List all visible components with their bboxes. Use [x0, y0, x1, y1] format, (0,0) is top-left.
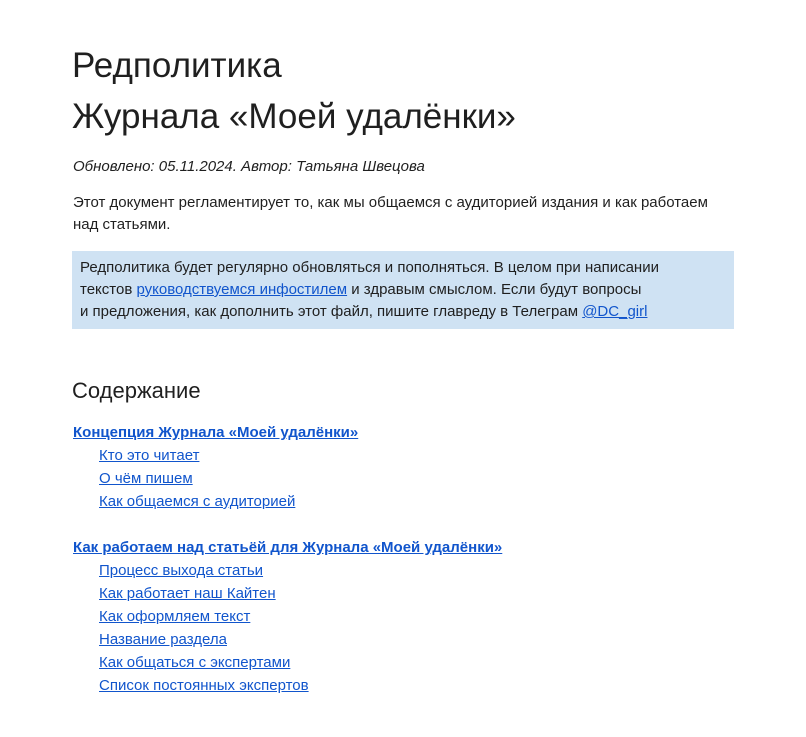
title-line-2: Журнала «Моей удалёнки» — [72, 97, 516, 136]
toc-item-link[interactable]: Как оформляем текст — [99, 608, 251, 625]
toc-heading: Содержание — [72, 378, 201, 403]
toc-item-link[interactable]: Как общаться с экспертами — [99, 654, 291, 671]
callout-line-3 — [80, 301, 726, 323]
toc-item-link[interactable]: Как общаемся с аудиторией — [99, 493, 296, 510]
document-title — [72, 40, 516, 142]
title-line-1: Редполитика — [72, 46, 282, 85]
toc-item — [99, 444, 733, 467]
toc-item-link[interactable]: О чём пишем — [99, 470, 193, 487]
infostyle-link[interactable]: руководствуемся инфостилем — [136, 281, 348, 298]
toc-item — [99, 651, 733, 674]
toc-group — [73, 536, 733, 697]
toc-item-link[interactable]: Кто это читает — [99, 447, 200, 464]
callout-text: текстов — [80, 281, 137, 298]
toc-item-link[interactable]: Название раздела — [99, 631, 227, 648]
document-meta: Обновлено: 05.11.2024. Автор: Татьяна Швецова — [73, 158, 425, 175]
info-callout — [72, 251, 734, 329]
callout-text: и предложения, как дополнить этот файл, пишите главреду в Телеграм — [80, 303, 583, 320]
toc-item-link[interactable]: Как работает наш Кайтен — [99, 585, 276, 602]
toc-group — [73, 421, 733, 513]
toc-item — [99, 467, 733, 490]
toc-item — [99, 559, 733, 582]
toc-item — [99, 490, 733, 513]
document-intro: Этот документ регламентирует то, как мы общаемся с аудиторией издания и как работаем над статьями. — [73, 194, 708, 233]
toc-item — [99, 605, 733, 628]
toc-item-link[interactable]: Процесс выхода статьи — [99, 562, 264, 579]
toc-section-link[interactable]: Концепция Журнала «Моей удалёнки» — [73, 424, 359, 441]
toc-sublist — [73, 444, 733, 513]
toc-item — [99, 628, 733, 651]
callout-line-2 — [80, 279, 726, 301]
toc-item — [99, 674, 733, 697]
telegram-link[interactable]: @DC_girl — [582, 303, 648, 320]
table-of-contents — [73, 421, 733, 697]
toc-section-link[interactable]: Как работаем над статьёй для Журнала «Моей удалёнки» — [73, 539, 503, 556]
callout-line-1: Редполитика будет регулярно обновляться и пополняться. В целом при написании — [80, 259, 659, 276]
toc-sublist — [73, 559, 733, 697]
toc-item-link[interactable]: Список постоянных экспертов — [99, 677, 309, 694]
callout-text: и здравым смыслом. Если будут вопросы — [347, 281, 642, 298]
toc-item — [99, 582, 733, 605]
